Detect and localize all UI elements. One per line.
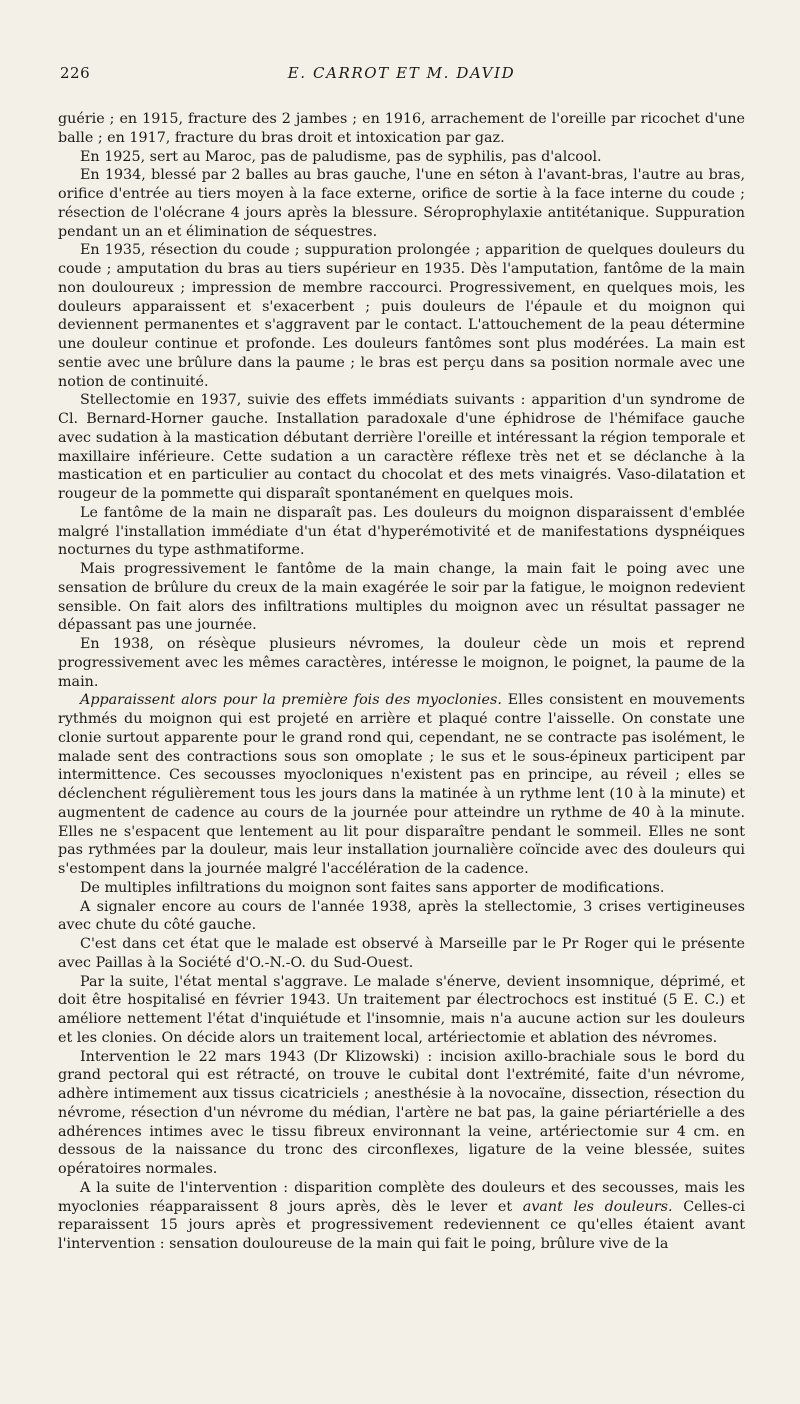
article-body xyxy=(58,110,745,1254)
paragraph: Mais progressivement le fantôme de la main change, la main fait le poing avec une sensation de brûlure du creux de la main exagérée le soir par la fatigue, le moignon redevient sensible. On fait alors des infiltrations multiples du moignon avec un résultat passager ne dépassant pas une journée. xyxy=(58,561,745,634)
paragraph: En 1934, blessé par 2 balles au bras gauche, l'une en séton à l'avant-bras, l'autre au bras, orifice d'entrée au tiers moyen à la face externe, orifice de sortie à la face interne du coude ; résection de l'olécrane 4 jours après la blessure. Séroprophylaxie antitétanique. Suppuration pendant un an et élimination de séquestres. xyxy=(58,167,745,240)
paragraph: En 1938, on résèque plusieurs névromes, la douleur cède un mois et reprend progressivement avec les mêmes caractères, intéresse le moignon, le poignet, la paume de la main. xyxy=(58,636,745,690)
paragraph: guérie ; en 1915, fracture des 2 jambes ; en 1916, arrachement de l'oreille par ricochet d'une balle ; en 1917, fracture du bras droit et intoxication par gaz. xyxy=(58,111,745,146)
paragraph-text: A la suite de l'intervention : disparition complète des douleurs et des secousses, mais les myoclonies réapparaissent 8 jours après, dès le lever et xyxy=(58,1179,745,1215)
paragraph-last xyxy=(58,1179,745,1254)
paragraph: Stellectomie en 1937, suivie des effets immédiats suivants : apparition d'un syndrome de Cl. Bernard-Horner gauche. Installation paradoxale d'une éphidrose de l'hémiface gauche avec sudation à la mastication débutant derrière l'oreille et intéressant la région temporale et maxillaire inférieure. Cette sudation a un caractère réflexe très net et se déclanche à la mastication et en particulier au contact du chocolat et des mets vinaigrés. Vaso-dilatation et rougeur de la pommette qui disparaît spontanément en quelques mois. xyxy=(58,392,745,502)
paragraph: Le fantôme de la main ne disparaît pas. Les douleurs du moignon disparaissent d'emblée malgré l'installation immédiate d'un état d'hyperémotivité et de manifestations dyspnéiques nocturnes du type asthmatiforme. xyxy=(58,504,745,559)
paragraph-text: Celles-ci reparaissent 15 jours après et progressivement redeviennent ce qu'elles étaient avant l'intervention : sensation douloureuse de la main qui fait le poing, brûlure vive de la xyxy=(58,1198,745,1252)
paragraph-myoclonies xyxy=(58,691,745,879)
paragraph-text: Elles consistent en mouvements rythmés du moignon qui est projeté en arrière et plaqué contre l'aisselle. On constate une clonie surtout apparente pour le grand rond qui, cependant, ne se contracte pas isolément, le malade sent des contractions sous son omoplate ; le sus et le sous-épineux participent par intermittence. Ces secousses myocloniques n'existent pas en principe, au réveil ; elles se déclenchent régulièrement tous les jours dans la matinée à un rythme lent (10 à la minute) et augmentent de cadence au cours de la journée pour atteindre un rythme de 40 à la minute. Elles ne s'espacent que lentement au lit pour disparaître pendant le sommeil. Elles ne sont pas rythmées par la douleur, mais leur installation journalière coïncide avec des douleurs qui s'estompent dans la journée malgré l'accélération de la cadence. xyxy=(58,692,745,877)
paragraph: En 1925, sert au Maroc, pas de paludisme, pas de syphilis, pas d'alcool. xyxy=(80,148,602,165)
paragraph: Par la suite, l'état mental s'aggrave. Le malade s'énerve, devient insomnique, déprimé, et doit être hospitalisé en février 1943. Un traitement par électrochocs est institué (5 E. C.) et améliore nettement l'état d'inquiétude et l'insomnie, mais n'a aucune action sur les douleurs et les clonies. On décide alors un traitement local, artériectomie et ablation des névromes. xyxy=(58,973,745,1046)
paragraph: Intervention le 22 mars 1943 (Dr Klizowski) : incision axillo-brachiale sous le bord du grand pectoral qui est rétracté, on trouve le cubital dont l'extrémité, faite d'un névrome, adhère intimement aux tissus cicatriciels ; anesthésie à la novocaïne, dissection, résection du névrome, résection d'un névrome du médian, l'artère ne bat pas, la gaine périartérielle a des adhérences intimes avec le tissu fibreux environnant la veine, artériectomie sur 4 cm. en dessous de la naissance du tronc des circonflexes, ligature de la veine blessée, suites opératoires normales. xyxy=(58,1048,745,1177)
paragraph: En 1935, résection du coude ; suppuration prolongée ; apparition de quelques douleurs du coude ; amputation du bras au tiers supérieur en 1935. Dès l'amputation, fantôme de la main non douloureux ; impression de membre raccourci. Progressivement, en quelques mois, les douleurs apparaissent et s'exacerbent ; puis douleurs de l'épaule et du moignon qui deviennent permanentes et s'aggravent par le contact. L'attouchement de la peau détermine une douleur continue et profonde. Les douleurs fantômes sont plus modérées. La main est sentie avec une brûlure dans la paume ; le bras est perçu dans sa position normale avec une notion de continuité. xyxy=(58,242,745,390)
page-number: 226 xyxy=(60,64,91,82)
paragraph: A signaler encore au cours de l'année 1938, après la stellectomie, 3 crises vertigineuses avec chute du côté gauche. xyxy=(58,898,745,934)
running-head: E. CARROT ET M. DAVID xyxy=(287,64,516,82)
italic-phrase: avant les douleurs. xyxy=(522,1198,673,1215)
paragraph: C'est dans cet état que le malade est observé à Marseille par le Pr Roger qui le présente avec Paillas à la Société d'O.-N.-O. du Sud-Ouest. xyxy=(58,936,745,971)
page-header xyxy=(58,64,745,90)
italic-lead: Apparaissent alors pour la première fois des myoclonies. xyxy=(80,692,502,709)
paragraph: De multiples infiltrations du moignon sont faites sans apporter de modifications. xyxy=(80,879,665,896)
